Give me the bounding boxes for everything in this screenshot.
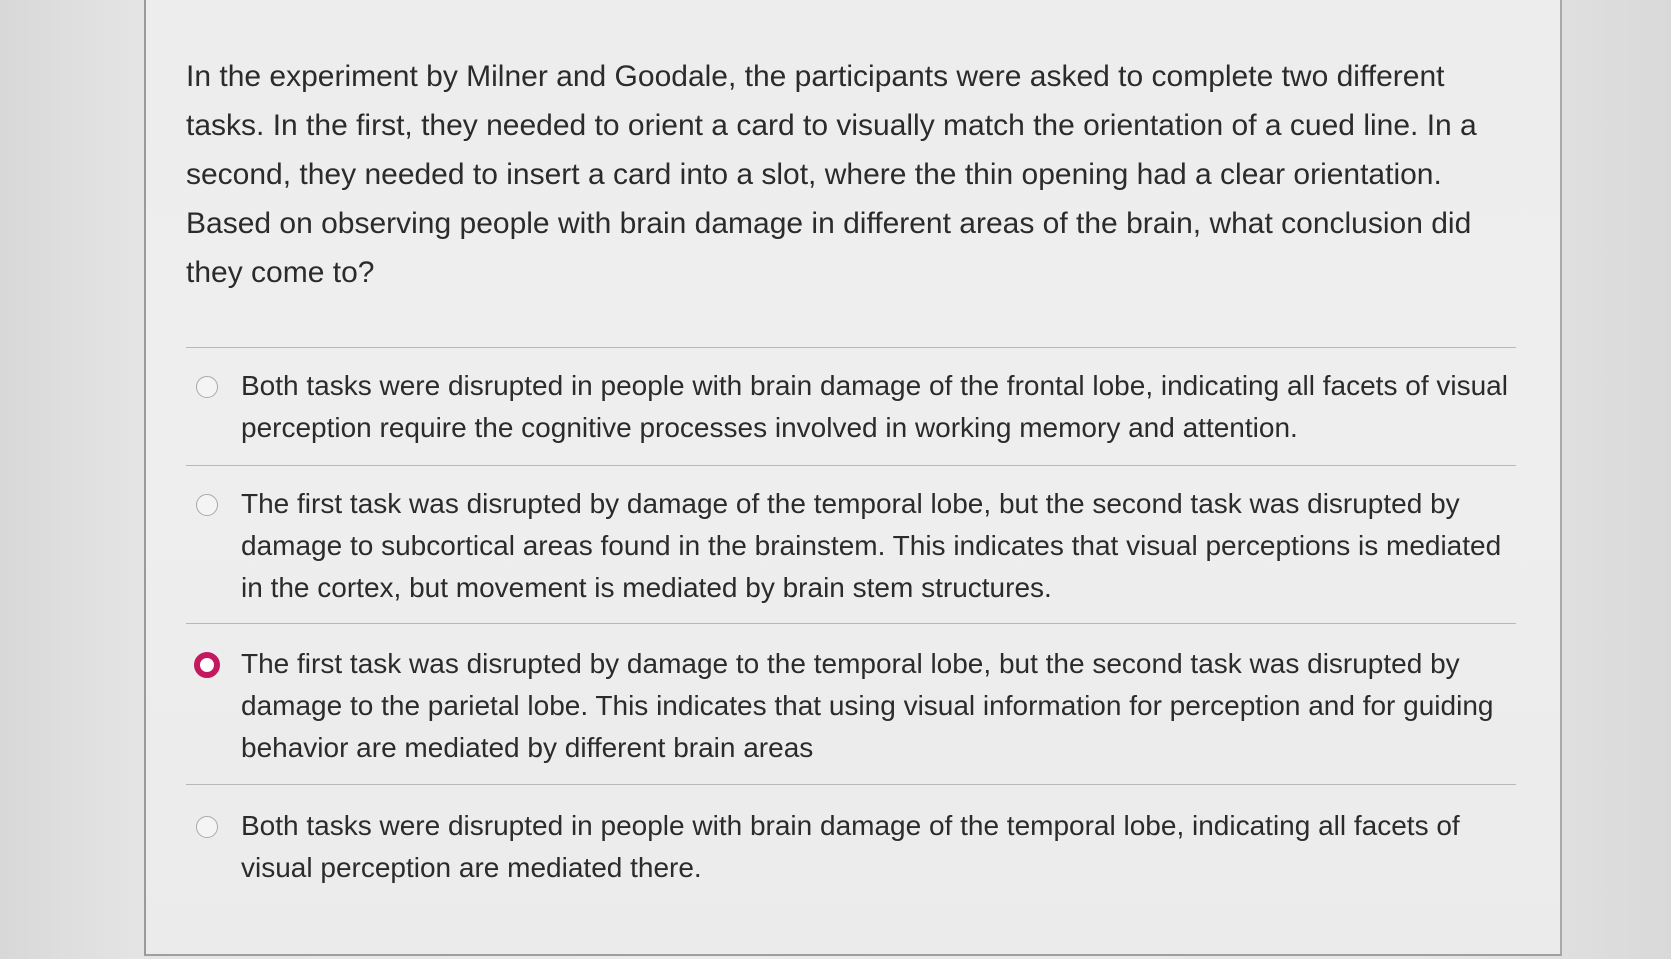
answer-option-text[interactable]: The first task was disrupted by damage of the temporal lobe, but the second task was disrupted by damage to subcortical areas found in the brainstem. This indicates that visual perceptions is mediated in the cortex, but movement is mediated by brain stem structures. [241, 488, 1502, 603]
divider [186, 623, 1516, 624]
answer-option-text[interactable]: Both tasks were disrupted in people with brain damage of the temporal lobe, indicating all facets of visual perception are mediated there. [241, 810, 1460, 883]
radio-button[interactable] [196, 816, 218, 838]
radio-button[interactable] [196, 494, 218, 516]
divider [186, 784, 1516, 785]
divider [186, 465, 1516, 466]
answer-option-text[interactable]: The first task was disrupted by damage to the temporal lobe, but the second task was disrupted by damage to the parietal lobe. This indicates that using visual information for perception and for guiding behavior are mediated by different brain areas [241, 648, 1494, 763]
answer-option-text[interactable]: Both tasks were disrupted in people with brain damage of the frontal lobe, indicating all facets of visual perception require the cognitive processes involved in working memory and attention. [241, 370, 1508, 443]
radio-button[interactable] [196, 376, 218, 398]
radio-button-selected[interactable] [194, 652, 220, 678]
question-text: In the experiment by Milner and Goodale, the participants were asked to complete two different tasks. In the first, they needed to orient a card to visually match the orientation of a cued line. In a second, they needed to insert a card into a slot, where the thin opening had a clear orientation. Based on observing people with brain damage in different areas of the brain, what conclusion did they come to? [186, 60, 1477, 289]
divider [186, 347, 1516, 348]
